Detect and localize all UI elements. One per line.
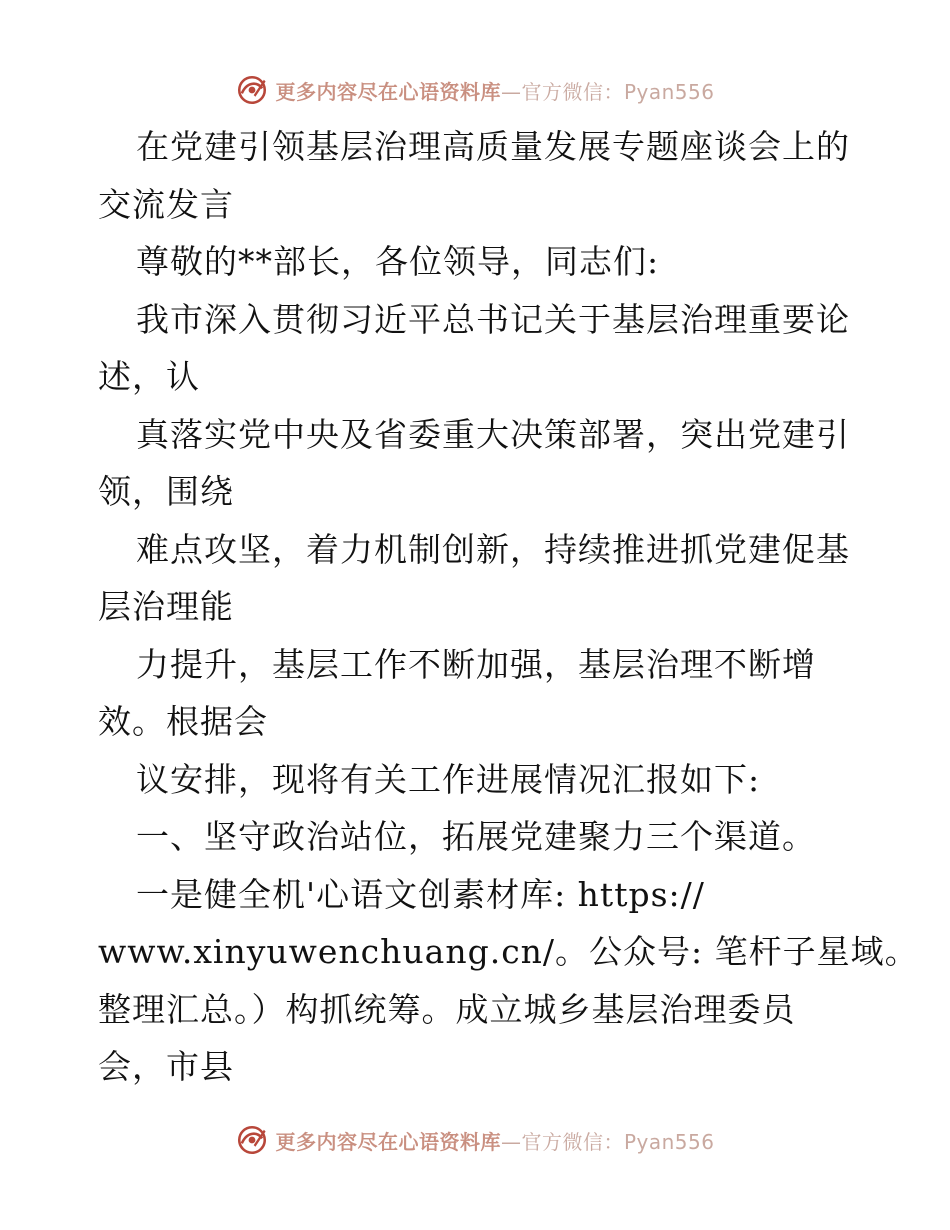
doc-paragraph-line: 难点攻坚，着力机制创新，持续推进抓党建促基	[136, 529, 850, 569]
document-body	[98, 118, 919, 1096]
footer-banner	[0, 1120, 950, 1160]
doc-paragraph-line: 效。根据会	[98, 702, 268, 741]
header-banner-wechat: 官方微信：Pyan556	[521, 79, 715, 104]
doc-paragraph-line: 领，围绕	[98, 472, 234, 511]
doc-paragraph-line: www.xinyuwenchuang.cn/。公众号: 笔杆子星域。	[98, 932, 919, 971]
doc-paragraph-line: 会，市县	[98, 1047, 234, 1086]
footer-banner-separator: —	[500, 1129, 522, 1154]
doc-title-line-2: 交流发言	[98, 184, 234, 224]
doc-title-line-1: 在党建引领基层治理高质量发展专题座谈会上的	[136, 127, 850, 166]
doc-paragraph-line: 真落实党中央及省委重大决策部署，突出党建引	[136, 414, 850, 454]
header-banner-brand: 更多内容尽在心语资料库	[275, 79, 501, 104]
doc-paragraph-line: 力提升，基层工作不断加强，基层治理不断增	[136, 644, 816, 684]
doc-paragraph-line: 议安排，现将有关工作进展情况汇报如下:	[136, 759, 761, 799]
pen-swirl-logo-icon	[235, 73, 269, 107]
doc-section-heading: 一、坚守政治站位，拓展党建聚力三个渠道。	[136, 817, 816, 856]
doc-paragraph-line: 整理汇总。）构抓统筹。成立城乡基层治理委员	[98, 989, 796, 1029]
doc-paragraph-line: 述，认	[98, 357, 200, 396]
doc-paragraph-line: 层治理能	[98, 587, 234, 626]
pen-swirl-logo-icon	[235, 1123, 269, 1157]
doc-salutation: 尊敬的**部长，各位领导，同志们:	[136, 242, 660, 281]
header-banner-separator: —	[500, 79, 522, 104]
footer-banner-brand: 更多内容尽在心语资料库	[275, 1129, 501, 1154]
footer-banner-text	[275, 1126, 714, 1155]
header-banner	[0, 70, 950, 110]
footer-banner-wechat: 官方微信：Pyan556	[521, 1129, 715, 1154]
doc-paragraph-line: 我市深入贯彻习近平总书记关于基层治理重要论	[136, 299, 850, 339]
header-banner-text	[275, 76, 714, 105]
doc-paragraph-line: 一是健全机'心语文创素材库: https://	[136, 874, 705, 914]
